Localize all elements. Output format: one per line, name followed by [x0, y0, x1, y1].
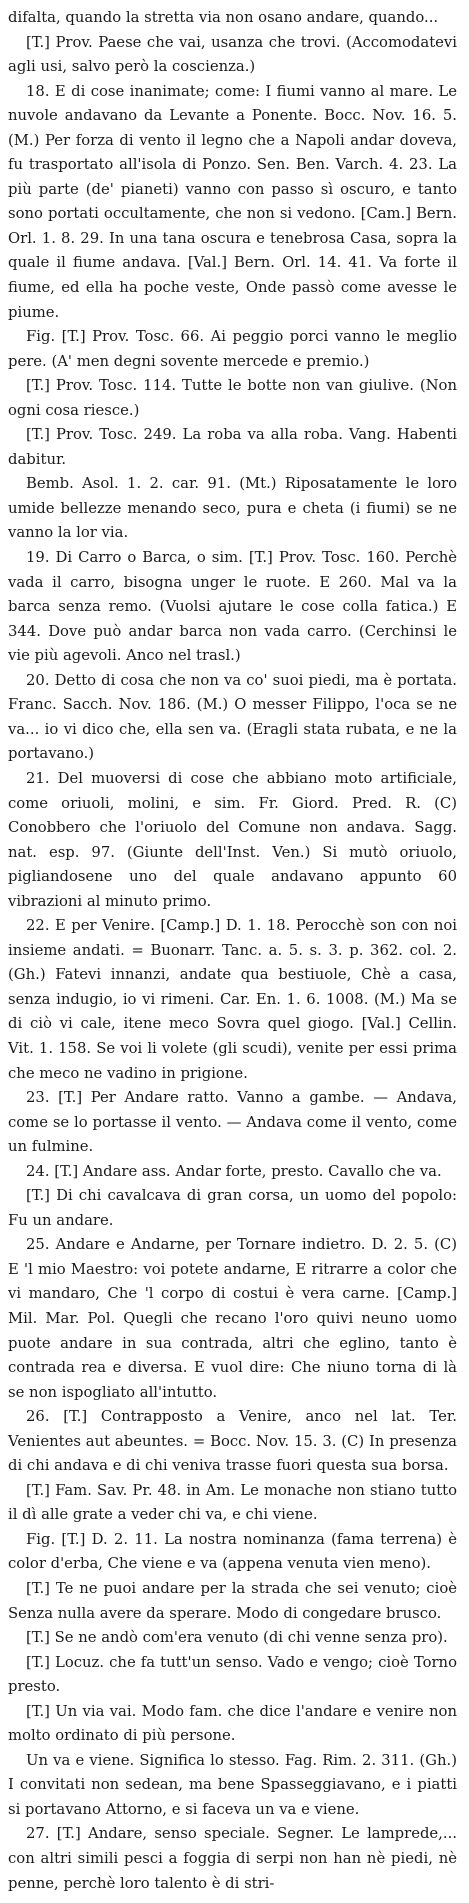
citation-paragraph: Bemb. Asol. 1. 2. car. 91. (Mt.) Riposatamente le loro umide bellezze menando seco, pura e cheta (i fiumi) se ne vanno la lor via. — [8, 475, 457, 542]
section-23-paragraph: 23. [T.] Per Andare ratto. Vanno a gambe. — Andava, come se lo portasse il vento. — Andava come il vento, come un fulmine. — [8, 1089, 457, 1156]
subsense-paragraph: [T.] Locuz. che fa tutt'un senso. Vado e vengo; cioè Torno presto. — [8, 1653, 457, 1696]
section-26-paragraph: 26. [T.] Contrapposto a Venire, anco nel lat. Ter. Venientes aut abeuntes. = Bocc. Nov. 15. 3. (C) In presenza di chi andava e di chi veniva trasse fuori questa sua borsa. — [8, 1408, 457, 1475]
text-line: difalta, quando la stretta via non osano andare, quando... — [8, 9, 439, 26]
section-25-paragraph: 25. Andare e Andarne, per Tornare indietro. D. 2. 5. (C) E 'l mio Maestro: voi potete andarne, E ritrarre a color che vi mandaro, Che 'l corpo di costui è vera carne. [Camp.] Mil. Mar. Pol. Quegli che recano l'oro quivi neuno uomo puote andare in sua contrada, altri che eglino, tanto è contrada rea e diversa. E vuol dire: Che niuno torna di là se non ispogliato all'intutto. — [8, 1236, 457, 1401]
section-19-paragraph: 19. Di Carro o Barca, o sim. [T.] Prov. Tosc. 160. Perchè vada il carro, bisogna unger le ruote. E 260. Mal va la barca senza remo. (Vuolsi ajutare le cose colla fatica.) E 344. Dove può andar barca non vada carro. (Cerchinsi le vie più agevoli. Anco nel trasl.) — [8, 549, 457, 665]
subsense-paragraph: [T.] Di chi cavalcava di gran corsa, un uomo del popolo: Fu un andare. — [8, 1187, 457, 1229]
subsense-paragraph: [T.] Un via vai. Modo fam. che dice l'andare e venire non molto ordinato di più persone. — [8, 1702, 457, 1745]
figurative-paragraph: Fig. [T.] D. 2. 11. La nostra nominanza (fama terrena) è color d'erba, Che viene e va (appena venuta vien meno). — [8, 1530, 457, 1573]
subsense-paragraph: [T.] Se ne andò com'era venuto (di chi venne senza pro). — [26, 1629, 448, 1647]
proverb-paragraph: [T.] Prov. Tosc. 249. La roba va alla roba. Vang. Habenti dabitur. — [8, 426, 457, 468]
section-22-paragraph: 22. E per Venire. [Camp.] D. 1. 18. Perocchè son con noi insieme andati. = Buonarr. Tanc. a. 5. s. 3. p. 362. col. 2. (Gh.) Fatevi innanzi, andate qua bestiuole, Chè a casa, senza indugio, io vi rimeni. Car. En. 1. 6. 1008. (M.) Ma se di ciò vi cale, itene meco Sovra quel giogo. [Val.] Cellin. Vit. 1. 158. Se voi li volete (gli scudi), venite per essi prima che meco ne vadino in prigione. — [8, 917, 457, 1082]
section-21-paragraph: 21. Del muoversi di cose che abbiano moto artificiale, come oriuoli, molini, e sim. Fr. Giord. Pred. R. (C) Conobbero che l'oriuolo del Comune non andava. Sagg. nat. esp. 97. (Giunte dell'Inst. Ven.) Si mutò oriuolo, pigliandosene uno del quale andavano appunto 60 vibrazioni al minuto primo. — [8, 769, 457, 910]
subsense-paragraph: Un va e viene. Significa lo stesso. Fag. Rim. 2. 311. (Gh.) I convitati non sedean, ma bene Spasseggiavano, e i piatti si portavano Attorno, e si faceva un va e viene. — [8, 1751, 457, 1818]
proverb-paragraph: [T.] Prov. Paese che vai, usanza che trovi. (Accomodatevi agli usi, salvo però la coscienza.) — [8, 33, 457, 76]
figurative-paragraph: Fig. [T.] Prov. Tosc. 66. Ai peggio porci vanno le meglio pere. (A' men degni sovente mercede e premio.) — [8, 328, 457, 370]
subsense-paragraph: [T.] Te ne puoi andare per la strada che sei venuto; cioè Senza nulla avere da sperare. Modo di congedare brusco. — [8, 1580, 457, 1622]
section-18-paragraph: 18. E di cose inanimate; come: I fiumi vanno al mare. Le nuvole andavano da Levante a Ponente. Bocc. Nov. 16. 5. (M.) Per forza di vento il legno che a Napoli andar doveva, fu trasportato all'isola di Ponzo. Sen. Ben. Varch. 4. 23. La più parte (de' pianeti) vanno con passo sì oscuro, e tanto sono portati occultamente, che non si vedono. [Cam.] Bern. Orl. 1. 8. 29. In una tana oscura e tenebrosa Casa, sopra la quale il fiume andava. [Val.] Bern. Orl. 14. 41. Va forte il fiume, ed ella ha poche veste, Onde passò come avesse le piume. — [8, 82, 457, 321]
section-24-paragraph: 24. [T.] Andare ass. Andar forte, presto. Cavallo che va. — [26, 1162, 442, 1180]
section-27-paragraph: 27. [T.] Andare, senso speciale. Segner. Le lamprede,... con altri simili pesci a foggia di serpi non han nè piedi, nè penne, perchè loro talento è di stri- — [8, 1825, 457, 1892]
citation-paragraph: [T.] Fam. Sav. Pr. 48. in Am. Le monache non stiano tutto il dì alle grate a veder chi va, e chi viene. — [8, 1481, 457, 1524]
section-20-paragraph: 20. Detto di cosa che non va co' suoi piedi, ma è portata. Franc. Sacch. Nov. 186. (M.) O messer Filippo, l'oca se ne va... io vi dico che, ella sen va. (Eragli stata rubata, e ne la portavano.) — [8, 671, 457, 763]
proverb-paragraph: [T.] Prov. Tosc. 114. Tutte le botte non van giulive. (Non ogni cosa riesce.) — [8, 377, 457, 419]
